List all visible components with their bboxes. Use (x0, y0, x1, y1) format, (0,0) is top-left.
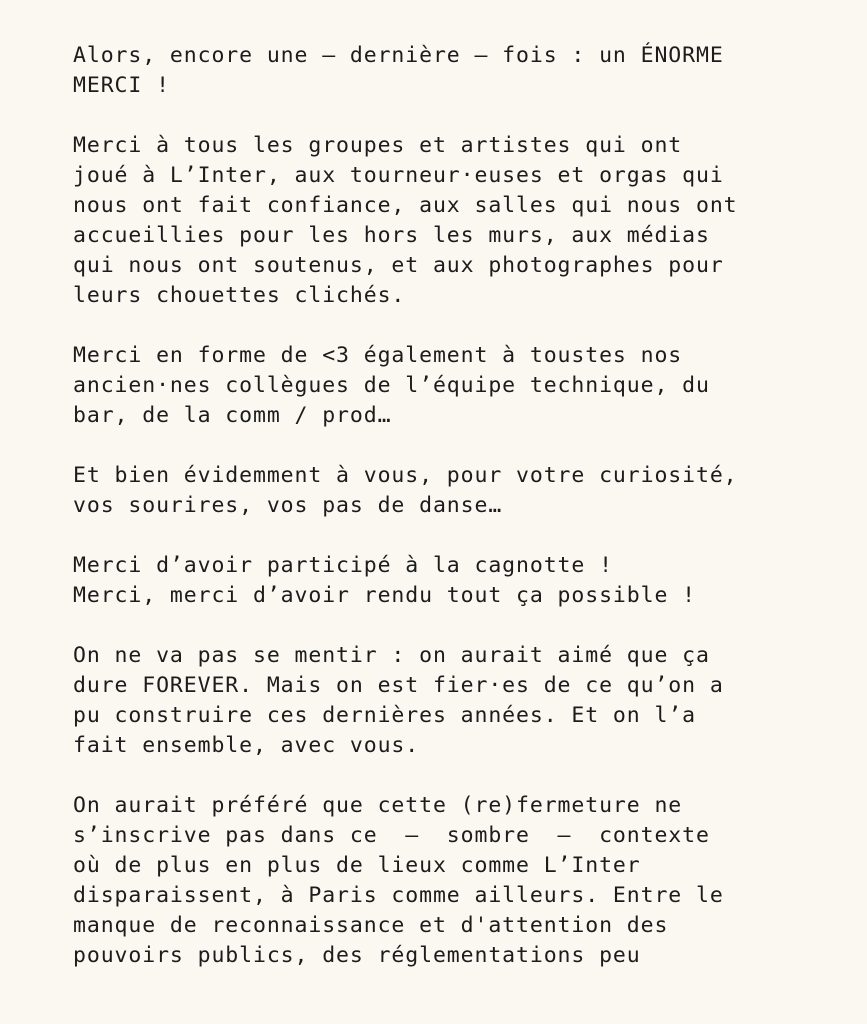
text-line: Et bien évidemment à vous, pour votre curiosité, (73, 463, 738, 488)
text-line: fait ensemble, avec vous. (73, 733, 420, 758)
text-line: bar, de la comm / prod… (73, 403, 392, 428)
text-line: accueillies pour les hors les murs, aux médias (73, 223, 710, 248)
paragraph-forever (73, 641, 853, 761)
text-line: ancien·nes collègues de l’équipe technique, du (73, 373, 710, 398)
text-line: pu construire ces dernières années. Et on l’a (73, 703, 696, 728)
text-line: Merci, merci d’avoir rendu tout ça possible ! (73, 583, 696, 608)
text-line: leurs chouettes clichés. (73, 283, 406, 308)
paragraph-thanks-audience (73, 461, 853, 521)
text-line: où de plus en plus de lieux comme L’Inter (73, 853, 641, 878)
text-line: nous ont fait confiance, aux salles qui nous ont (73, 193, 738, 218)
paragraph-thanks-intro (73, 41, 853, 101)
text-line: Merci à tous les groupes et artistes qui ont (73, 133, 683, 158)
text-line: joué à L’Inter, aux tourneur·euses et orgas qui (73, 163, 724, 188)
text-line: pouvoirs publics, des réglementations peu (73, 943, 641, 968)
text-line: dure FOREVER. Mais on est fier·es de ce qu’on a (73, 673, 724, 698)
text-line: Merci en forme de <3 également à toustes nos (73, 343, 683, 368)
text-line: Alors, encore une — dernière — fois : un ÉNORME (73, 43, 724, 68)
paragraph-context (73, 791, 853, 971)
text-line: Merci d’avoir participé à la cagnotte ! (73, 553, 613, 578)
paragraph-thanks-artists (73, 131, 853, 311)
paragraph-thanks-team (73, 341, 853, 431)
paragraph-thanks-fundraiser (73, 551, 853, 611)
text-line: disparaissent, à Paris comme ailleurs. Entre le (73, 883, 724, 908)
text-line: MERCI ! (73, 73, 170, 98)
text-line: manque de reconnaissance et d'attention des (73, 913, 669, 938)
text-line: qui nous ont soutenus, et aux photographes pour (73, 253, 724, 278)
text-line: s’inscrive pas dans ce — sombre — contexte (73, 823, 710, 848)
text-line: On ne va pas se mentir : on aurait aimé que ça (73, 643, 710, 668)
text-line: vos sourires, vos pas de danse… (73, 493, 503, 518)
text-line: On aurait préféré que cette (re)fermeture ne (73, 793, 683, 818)
document-body (73, 41, 853, 1001)
